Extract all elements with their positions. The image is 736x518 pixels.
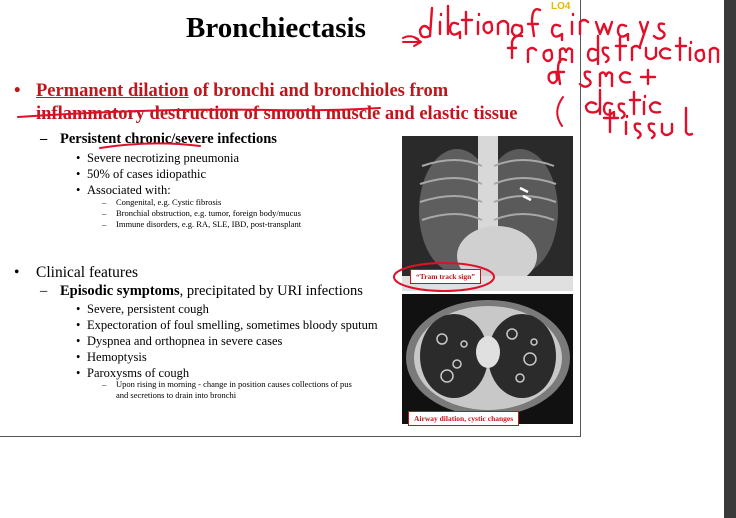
- definition-bullet: [14, 80, 517, 126]
- list-item: • 50% of cases idiopathic: [76, 166, 239, 182]
- list-item: – Immune disorders, e.g. RA, SLE, IBD, post-transplant: [102, 219, 301, 230]
- list-item: • Expectoration of foul smelling, sometimes bloody sputum: [76, 317, 378, 333]
- bullet-marker: •: [14, 81, 21, 101]
- xray-caption: “Tram track sign”: [410, 269, 481, 284]
- paroxysm-detail: – Upon rising in morning - change in position causes collections of pus and secretions to drain into bronchi: [102, 379, 352, 400]
- episodic-heading: – Episodic symptoms, precipitated by URI infections: [40, 283, 363, 299]
- slide-title: Bronchiectasis: [186, 12, 366, 44]
- clinical-heading-text: Clinical features: [36, 264, 138, 281]
- definition-line1: of bronchi and bronchioles from: [188, 81, 449, 101]
- list-item: • Paroxysms of cough: [76, 365, 378, 381]
- chest-xray-image: [402, 136, 573, 291]
- causes-heading: – Persistent chronic/severe infections: [40, 131, 277, 147]
- clinical-heading: • Clinical features: [14, 264, 138, 281]
- causes-list: [76, 150, 239, 198]
- chest-xray-drawing: [402, 136, 573, 291]
- list-item: • Hemoptysis: [76, 349, 378, 365]
- list-item: – Congenital, e.g. Cystic fibrosis: [102, 197, 301, 208]
- symptoms-list: [76, 301, 378, 381]
- list-item: – Bronchial obstruction, e.g. tumor, foreign body/mucus: [102, 208, 301, 219]
- episodic-bold: Episodic symptoms: [60, 283, 180, 299]
- chest-ct-drawing: [402, 294, 573, 424]
- list-item: • Associated with:: [76, 182, 239, 198]
- list-item: • Dyspnea and orthopnea in severe cases: [76, 333, 378, 349]
- ct-caption: Airway dilation, cystic changes: [408, 411, 519, 426]
- lo-tag: LO4: [551, 1, 571, 12]
- episodic-rest: , precipitated by URI infections: [179, 283, 363, 299]
- scrollbar[interactable]: [724, 0, 736, 518]
- associated-list: [102, 197, 301, 230]
- definition-emphasis: Permanent dilation: [36, 81, 189, 101]
- list-item: • Severe, persistent cough: [76, 301, 378, 317]
- chest-ct-image: [402, 294, 573, 424]
- definition-line2: inflammatory destruction of smooth muscle and elastic tissue: [36, 104, 518, 124]
- list-item: • Severe necrotizing pneumonia: [76, 150, 239, 166]
- causes-heading-text: Persistent chronic/severe infections: [60, 131, 277, 147]
